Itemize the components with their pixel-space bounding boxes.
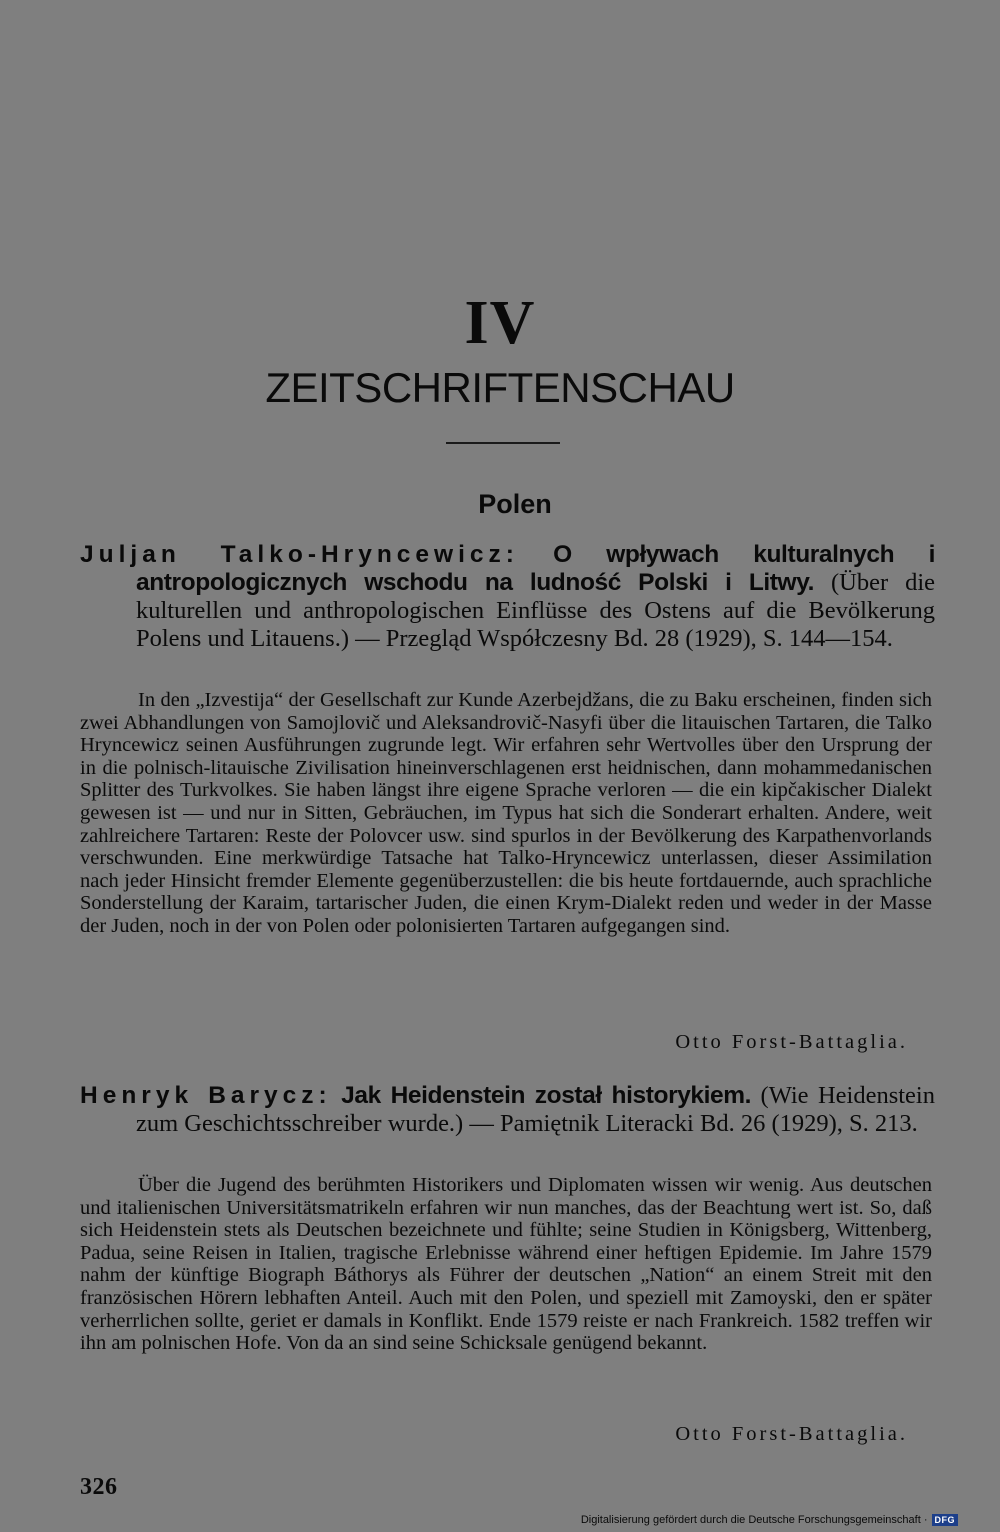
entry-body-1: In den „Izvestija“ der Gesellschaft zur Kunde Azerbejdžans, die zu Baku erscheinen, finden sich zwei Abhandlungen von Samojlovič und Aleksandrovič-Nasyfi über die litauischen Tartaren, die Talko Hryncewicz seinen Ausführungen zugrunde legt. Wir erfahren sehr Wertvolles über den Ursprung der in die polnisch-litauische Zivilisation hineinverschlagenen erst heidnischen, dann mohammedanischen Splitter des Turkvolkes. Sie haben längst ihre eigene Sprache verloren — die ein kipčakischer Dialekt gewesen ist — und nur in Sitten, Gebräuchen, im Typus hat sich die Sonderart erhalten. Andere, weit zahlreichere Tartaren: Reste der Polovcer usw. sind spurlos in der Bevölkerung des Karpathenvorlands verschwunden. Eine merkwürdige Tatsache hat Talko-Hryncewicz unterlassen, dieser Assimilation nach jeder Hinsicht fremder Elemente gegenüberzustellen: die bis heute fortdauernde, auch sprachliche Sonderstellung der Karaim, tartarischer Juden, die einen Krym-Dialekt reden und weder in der Masse der Juden, noch in der von Polen oder polonisierten Tartaren aufgegangen sind. (80, 689, 932, 937)
entry-author: Henryk Barycz: (80, 1082, 332, 1109)
title-divider (446, 442, 560, 444)
footer-text: Digitalisierung gefördert durch die Deutsche Forschungsgemeinschaft · (580, 1514, 928, 1526)
entry-signature-2: Otto Forst-Battaglia. (675, 1423, 908, 1445)
chapter-title: ZEITSCHRIFTENSCHAU (265, 364, 735, 411)
entry-citation: (Wie Heidenstein zum Geschichtsschreiber wurde.) — Pamiętnik Literacki Bd. 26 (1929), S. 213. (136, 1082, 935, 1137)
entry-author: Juljan Talko-Hryncewicz: (80, 541, 519, 568)
dfg-logo-icon: DFG (932, 1514, 959, 1526)
chapter-number: IV (464, 289, 536, 357)
entry-title: O wpływach kulturalnych i antropologicznych wschodu na ludność Polski i Litwy. (136, 541, 936, 596)
entry-title: Jak Heidenstein został historykiem. (341, 1082, 752, 1109)
entry-citation: (Über die kulturellen und anthropologischen Einflüsse des Ostens auf die Bevölkerung Polens und Litauens.) — Przegląd Współczesny Bd. 28 (1929), S. 144—154. (136, 569, 935, 652)
page-number: 326 (80, 1474, 118, 1500)
entry-heading-1 (80, 541, 935, 653)
entry-body-2: Über die Jugend des berühmten Historikers und Diplomaten wissen wir wenig. Aus deutschen und italienischen Universitätsmatrikeln erfahren wir nun manches, das der Beachtung wert ist. So, daß sich Heidenstein stets als Deutschen bezeichnete und fühlte; seine Studien in Königsberg, Wittenberg, Padua, seine Reisen in Italien, tragische Erlebnisse während einer heftigen Epidemie. Im Jahre 1579 nahm der künftige Biograph Báthorys als Führer der deutschen „Nation“ an einem Streit mit den französischen Hörern lebhaften Anteil. Auch mit den Polen, und speziell mit Zamoyski, den er später verherrlichen sollte, geriet er damals in Konflikt. Ende 1579 reiste er nach Frankreich. 1582 treffen wir ihn am polnischen Hofe. Von da an sind seine Schicksale genügend bekannt. (80, 1174, 932, 1355)
section-heading: Polen (478, 489, 552, 519)
digitization-footer (581, 1514, 958, 1526)
entry-signature-1: Otto Forst-Battaglia. (675, 1031, 908, 1053)
entry-heading-2 (80, 1082, 935, 1138)
